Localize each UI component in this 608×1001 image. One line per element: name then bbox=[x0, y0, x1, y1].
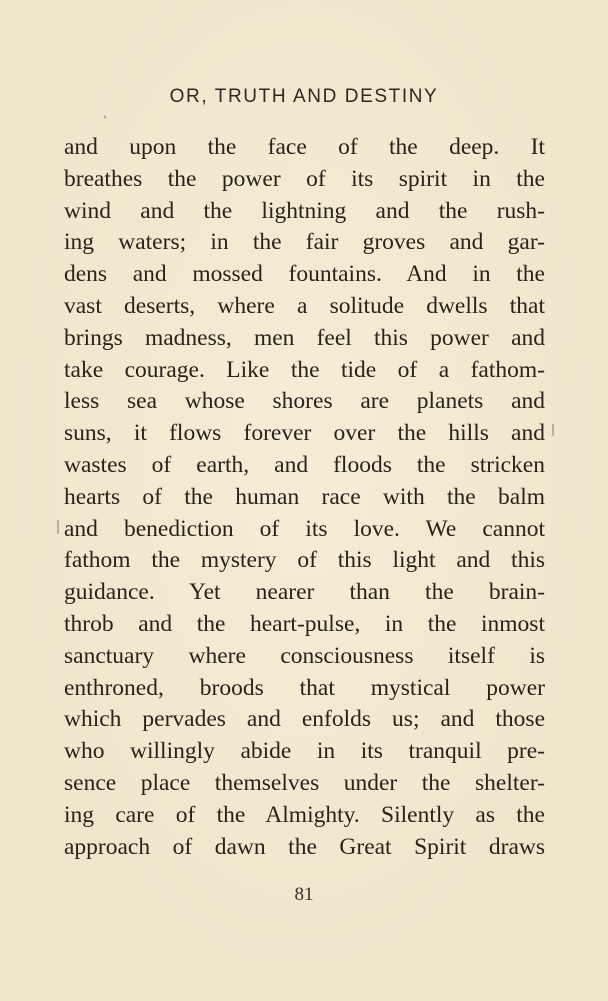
text-line: which pervades and enfolds us; and those bbox=[64, 706, 545, 733]
text-line: breathes the power of its spirit in the bbox=[64, 165, 545, 192]
paper-speck bbox=[57, 520, 59, 534]
paper-speck bbox=[104, 115, 106, 119]
text-line: dens and mossed fountains. And in the bbox=[64, 261, 545, 288]
text-line: brings madness, men feel this power and bbox=[64, 324, 545, 351]
text-line: wastes of earth, and floods the stricken bbox=[64, 451, 545, 478]
text-line: take courage. Like the tide of a fathom- bbox=[64, 356, 545, 383]
text-line: hearts of the human race with the balm bbox=[64, 483, 545, 510]
text-line: and upon the face of the deep. It bbox=[64, 134, 545, 160]
text-line: enthroned, broods that mystical power bbox=[64, 674, 545, 701]
text-line: ing care of the Almighty. Silently as the bbox=[64, 801, 545, 828]
text-line: throb and the heart-pulse, in the inmost bbox=[64, 610, 545, 637]
running-head: OR, TRUTH AND DESTINY bbox=[169, 86, 439, 107]
text-line: less sea whose shores are planets and bbox=[64, 388, 545, 415]
text-line: vast deserts, where a solitude dwells that bbox=[64, 292, 545, 319]
text-line: fathom the mystery of this light and this bbox=[64, 547, 545, 574]
paper-speck bbox=[552, 424, 554, 436]
text-line: guidance. Yet nearer than the brain- bbox=[64, 579, 545, 606]
text-line: suns, it flows forever over the hills and bbox=[64, 420, 545, 447]
page-number: 81 bbox=[294, 884, 314, 905]
text-line: and benediction of its love. We cannot bbox=[64, 515, 545, 542]
body-text bbox=[64, 132, 545, 863]
text-line: wind and the lightning and the rush- bbox=[64, 197, 545, 224]
text-line: sence place themselves under the shelter- bbox=[64, 769, 545, 796]
text-line: approach of dawn the Great Spirit draws bbox=[64, 833, 545, 860]
text-line: ing waters; in the fair groves and gar- bbox=[64, 229, 545, 256]
text-line: who willingly abide in its tranquil pre- bbox=[64, 738, 545, 765]
text-line: sanctuary where consciousness itself is bbox=[64, 642, 545, 669]
